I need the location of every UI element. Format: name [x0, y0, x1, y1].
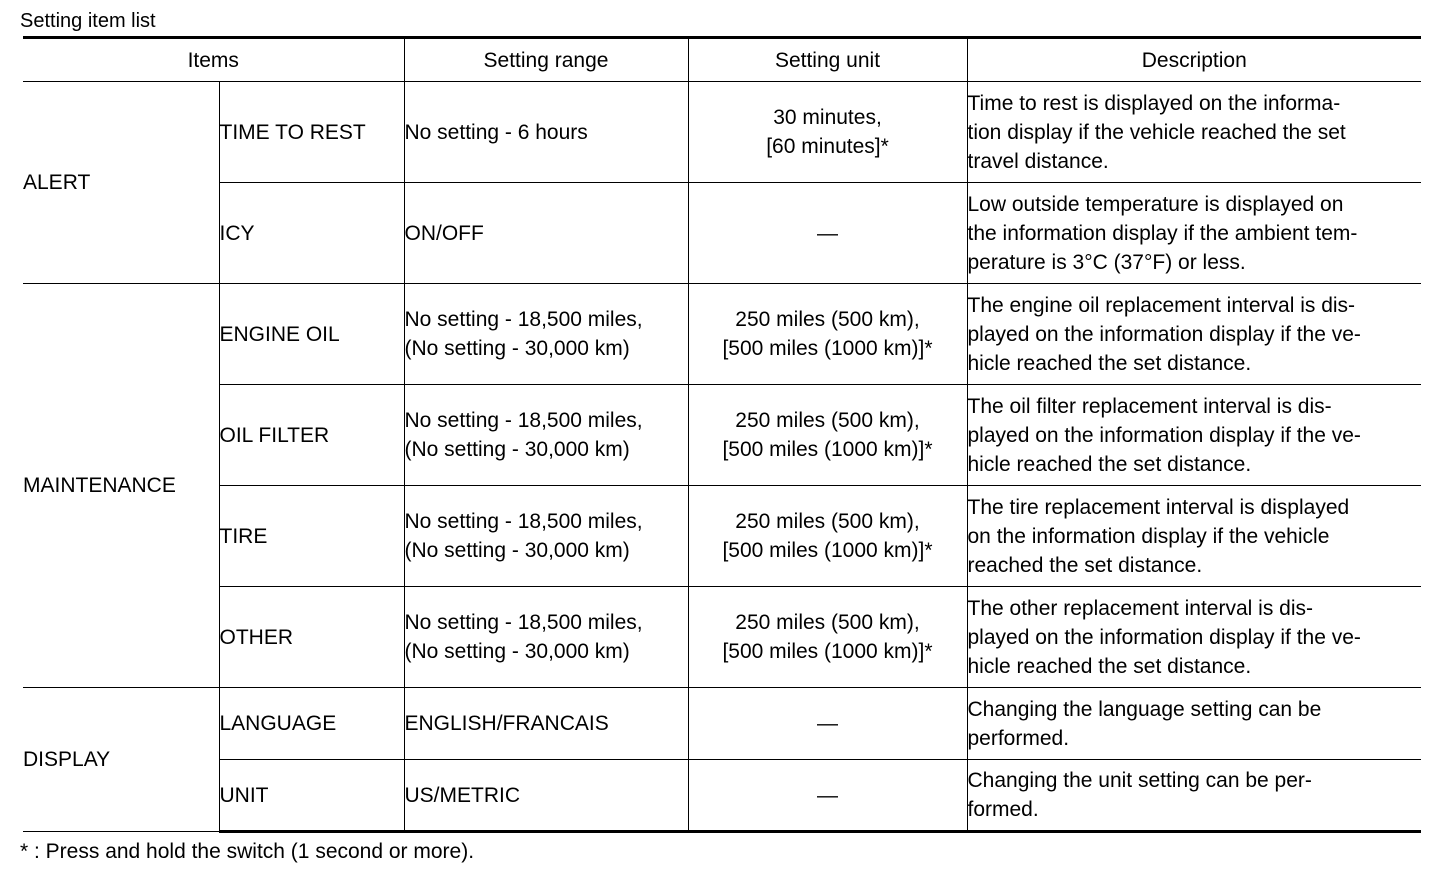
setting-unit-cell [688, 760, 967, 832]
description-cell [967, 284, 1421, 385]
setting-unit-line: — [817, 783, 838, 807]
setting-range-cell [404, 183, 688, 284]
description-line: on the information display if the vehicle [967, 524, 1330, 548]
setting-unit-line: [500 miles (1000 km)]* [722, 337, 933, 360]
setting-item-table [23, 36, 1421, 833]
setting-unit-line: 250 miles (500 km), [735, 409, 920, 432]
description-line: The oil filter replacement interval is dis- [967, 394, 1332, 418]
setting-unit-line: [500 miles (1000 km)]* [722, 640, 933, 663]
description-cell [967, 385, 1421, 486]
group-label: MAINTENANCE [23, 284, 219, 688]
table-row [23, 688, 1421, 760]
item-name: TIRE [219, 486, 404, 587]
setting-range-line: US/METRIC [404, 783, 520, 807]
setting-unit-cell [688, 82, 967, 183]
description-cell [967, 486, 1421, 587]
group-label: ALERT [23, 82, 219, 284]
item-name: ICY [219, 183, 404, 284]
setting-unit-line: [500 miles (1000 km)]* [722, 438, 933, 461]
description-cell [967, 587, 1421, 688]
description-line: performed. [967, 726, 1070, 750]
setting-range-cell [404, 688, 688, 760]
description-line: played on the information display if the ve- [967, 423, 1361, 447]
description-line: travel distance. [967, 149, 1109, 173]
header-items: Items [23, 38, 404, 82]
setting-unit-line: 250 miles (500 km), [735, 510, 920, 533]
setting-range-line: (No setting - 30,000 km) [404, 438, 630, 461]
description-line: Changing the unit setting can be per- [967, 769, 1312, 792]
setting-unit-cell [688, 385, 967, 486]
setting-range-line: No setting - 18,500 miles, [404, 510, 643, 533]
description-line: The tire replacement interval is displayed [967, 495, 1350, 519]
table-row [23, 760, 1421, 832]
header-setting-unit: Setting unit [688, 38, 967, 82]
description-line: The engine oil replacement interval is dis- [967, 293, 1356, 317]
header-setting-range: Setting range [404, 38, 688, 82]
item-name: UNIT [219, 760, 404, 832]
setting-range-cell [404, 82, 688, 183]
description-cell [967, 183, 1421, 284]
setting-range-line: No setting - 18,500 miles, [404, 611, 643, 634]
setting-range-line: No setting - 6 hours [404, 120, 588, 144]
setting-unit-line: [60 minutes]* [766, 135, 889, 158]
setting-unit-line: [500 miles (1000 km)]* [722, 539, 933, 562]
setting-unit-line: 250 miles (500 km), [735, 308, 920, 331]
description-cell [967, 82, 1421, 183]
description-line: hicle reached the set distance. [967, 351, 1252, 375]
description-line: Changing the language setting can be [967, 697, 1322, 721]
table-row [23, 183, 1421, 284]
setting-unit-line: — [817, 712, 838, 735]
header-description: Description [967, 38, 1421, 82]
table-row [23, 385, 1421, 486]
table-row [23, 82, 1421, 183]
table-body [23, 82, 1421, 832]
setting-unit-cell [688, 486, 967, 587]
setting-unit-line: 30 minutes, [773, 106, 882, 129]
item-name: LANGUAGE [219, 688, 404, 760]
item-name: OIL FILTER [219, 385, 404, 486]
description-line: Time to rest is displayed on the informa- [967, 91, 1341, 115]
setting-unit-cell [688, 183, 967, 284]
setting-unit-line: 250 miles (500 km), [735, 611, 920, 634]
setting-range-cell [404, 385, 688, 486]
setting-range-line: ENGLISH/FRANCAIS [404, 712, 609, 735]
description-line: hicle reached the set distance. [967, 452, 1252, 476]
description-line: perature is 3°C (37°F) or less. [967, 250, 1246, 274]
footnote: * : Press and hold the switch (1 second or more). [20, 840, 475, 863]
setting-range-line: (No setting - 30,000 km) [404, 539, 630, 562]
table-row [23, 486, 1421, 587]
description-cell [967, 688, 1421, 760]
description-line: played on the information display if the ve- [967, 322, 1361, 346]
description-line: formed. [967, 798, 1039, 821]
table-caption: Setting item list [20, 10, 156, 32]
description-line: The other replacement interval is dis- [967, 596, 1313, 620]
setting-range-line: No setting - 18,500 miles, [404, 308, 643, 331]
setting-range-line: (No setting - 30,000 km) [404, 640, 630, 663]
setting-range-cell [404, 760, 688, 832]
setting-range-line: ON/OFF [404, 221, 484, 245]
description-line: hicle reached the set distance. [967, 654, 1252, 678]
description-line: tion display if the vehicle reached the set [967, 120, 1346, 144]
group-label: DISPLAY [23, 688, 219, 832]
description-cell [967, 760, 1421, 832]
table-row [23, 284, 1421, 385]
item-name: OTHER [219, 587, 404, 688]
setting-unit-line: — [817, 221, 838, 245]
item-name: TIME TO REST [219, 82, 404, 183]
setting-unit-cell [688, 688, 967, 760]
setting-range-line: No setting - 18,500 miles, [404, 409, 643, 432]
description-line: played on the information display if the ve- [967, 625, 1361, 649]
description-line: reached the set distance. [967, 553, 1203, 577]
table-row [23, 587, 1421, 688]
setting-range-line: (No setting - 30,000 km) [404, 337, 630, 360]
setting-unit-cell [688, 587, 967, 688]
setting-unit-cell [688, 284, 967, 385]
setting-range-cell [404, 587, 688, 688]
setting-range-cell [404, 486, 688, 587]
description-line: Low outside temperature is displayed on [967, 192, 1344, 216]
item-name: ENGINE OIL [219, 284, 404, 385]
header-row [23, 38, 1421, 82]
description-line: the information display if the ambient tem- [967, 221, 1358, 245]
setting-range-cell [404, 284, 688, 385]
